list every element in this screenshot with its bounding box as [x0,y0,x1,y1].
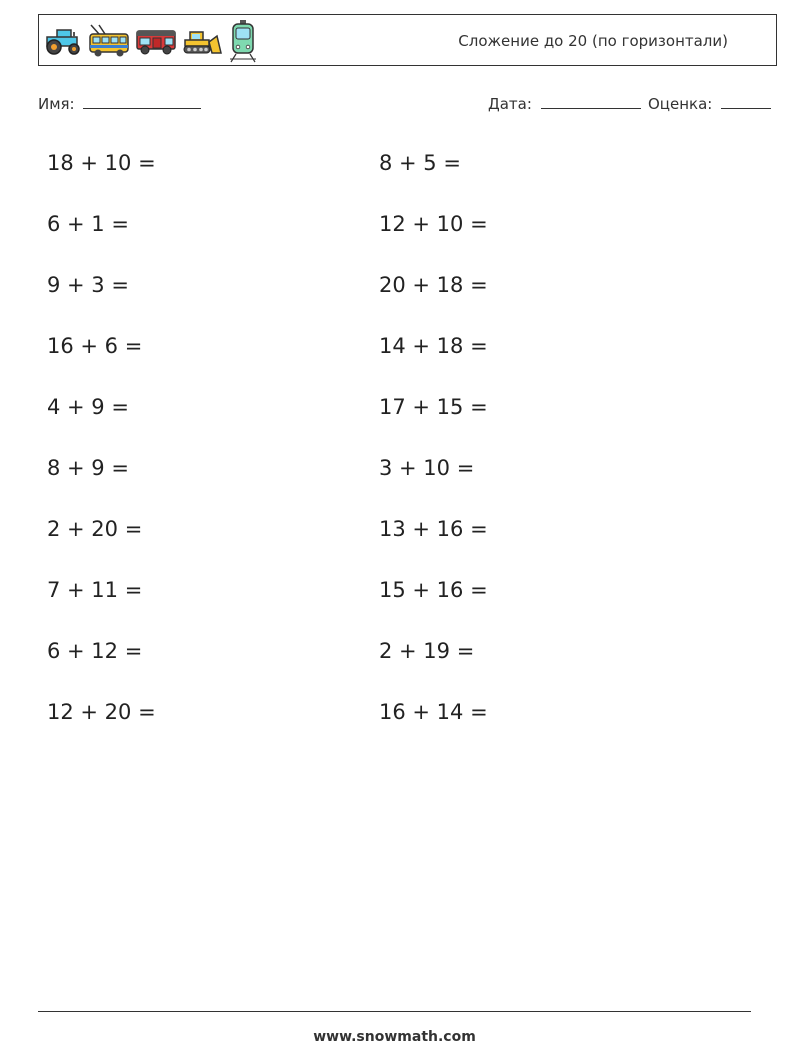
problem-right-8: 15 + 16 = [379,578,488,602]
problem-left-2: 6 + 1 = [47,212,129,236]
name-field [38,94,201,113]
problem-left-4: 16 + 6 = [47,334,143,358]
bulldozer-icon [181,26,223,56]
problem-left-7: 2 + 20 = [47,517,143,541]
vehicle-icons [43,19,259,63]
name-blank [83,94,201,109]
header-box [38,14,777,66]
tram-icon [227,19,259,63]
score-blank [721,94,771,109]
problem-left-1: 18 + 10 = [47,151,156,175]
footer-website: www.snowmath.com [313,1029,476,1045]
worksheet-title: Сложение до 20 (по горизонтали) [458,32,728,50]
problem-right-7: 13 + 16 = [379,517,488,541]
problem-left-9: 6 + 12 = [47,639,143,663]
problem-right-4: 14 + 18 = [379,334,488,358]
date-label: Дата: [488,95,532,113]
score-label: Оценка: [648,95,713,113]
problem-right-2: 12 + 10 = [379,212,488,236]
problem-left-10: 12 + 20 = [47,700,156,724]
footer-divider [38,1011,751,1012]
problem-right-6: 3 + 10 = [379,456,475,480]
problem-right-3: 20 + 18 = [379,273,488,297]
problem-left-6: 8 + 9 = [47,456,129,480]
problem-right-9: 2 + 19 = [379,639,475,663]
problem-right-5: 17 + 15 = [379,395,488,419]
problem-left-3: 9 + 3 = [47,273,129,297]
trolleybus-icon [87,24,131,58]
problem-left-5: 4 + 9 = [47,395,129,419]
date-field [488,94,641,113]
name-label: Имя: [38,95,75,113]
score-field [648,94,771,113]
van-icon [135,26,177,56]
date-blank [541,94,641,109]
problem-left-8: 7 + 11 = [47,578,143,602]
problem-right-1: 8 + 5 = [379,151,461,175]
tractor-icon [43,26,83,56]
problem-right-10: 16 + 14 = [379,700,488,724]
